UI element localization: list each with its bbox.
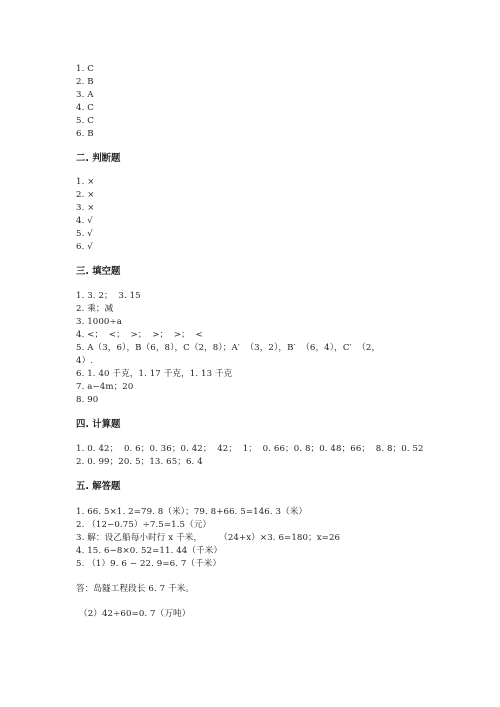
- list-item: 1. 0. 42； 0. 6；0. 36；0. 42； 42； 1； 0. 66；0. 8；0. 48；66； 8. 8；0. 52: [76, 444, 424, 454]
- list-item: 5. C: [76, 116, 94, 126]
- list-item: 5. A（3，6），B（6，8），C（2，8）；A′ （3，2），B′ （6，4），C′ （2，: [76, 343, 381, 353]
- list-item: 6. B: [76, 129, 94, 139]
- list-item: 2. ×: [76, 190, 95, 200]
- list-item: 4. C: [76, 103, 94, 113]
- list-item: 1. 3. 2； 3. 15: [76, 291, 141, 301]
- list-item: 3. ×: [76, 203, 95, 213]
- list-item: （2）42÷60=0. 7（万吨）: [79, 609, 191, 619]
- list-item: 6. 1. 40 千克，1. 17 千克，1. 13 千克: [76, 369, 233, 379]
- list-item: 7. a−4m；20: [76, 382, 134, 392]
- list-item: 4. 15. 6−8×0. 52=11. 44（千米）: [76, 546, 223, 556]
- list-item: 2. B: [76, 77, 94, 87]
- section-title-fill-in: 三. 填空题: [76, 266, 121, 277]
- list-item: 4. <； <； >； >； >； <: [76, 330, 203, 340]
- section-title-calculation: 四. 计算题: [76, 419, 121, 430]
- list-item: 1. C: [76, 64, 94, 74]
- list-item: 1. 66. 5×1. 2=79. 8（米）；79. 8+66. 5=146. 3（米）: [76, 507, 308, 517]
- answer-statement: 答：岛隧工程段长 6. 7 千米。: [76, 584, 195, 594]
- list-item: 5. √: [76, 229, 93, 239]
- list-item: 2. 0. 99；20. 5；13. 65；6. 4: [76, 457, 203, 467]
- list-item: 4. √: [76, 216, 93, 226]
- list-item: 8. 90: [76, 395, 99, 405]
- list-item: 1. ×: [76, 177, 95, 187]
- section-title-solutions: 五. 解答题: [76, 481, 121, 492]
- list-item: 2. （12−0.75）÷7.5=1.5（元）: [76, 520, 212, 530]
- list-item: 6. √: [76, 242, 93, 252]
- list-item-continuation: 4）.: [76, 356, 94, 366]
- list-item: 3. A: [76, 90, 94, 100]
- list-item: 5. （1）9. 6 − 22. 9=6. 7（千米）: [76, 559, 222, 569]
- section-title-judgement: 二. 判断题: [76, 153, 121, 164]
- list-item: 3. 1000÷a: [76, 317, 123, 327]
- list-item: 3. 解：设乙船每小时行 x 千米， （24+x）×3. 6=180；x=26: [76, 533, 341, 543]
- list-item: 2. 乘；减: [76, 304, 114, 314]
